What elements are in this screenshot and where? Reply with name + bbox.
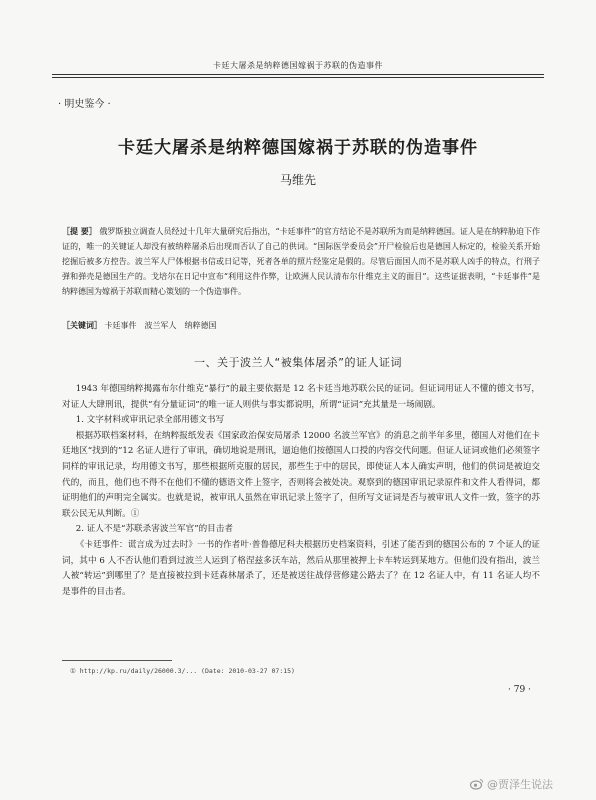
header-rule <box>52 74 544 78</box>
keywords-label: ［关键词］ <box>62 320 102 330</box>
subheading: 2. 证人不是“苏联杀害波兰军官”的目击者 <box>75 524 233 535</box>
paragraph: 1943 年德国纳粹揭露布尔什维克“暴行”的最主要依据是 12 名卡廷当地苏联公民的证词。但证词用证人不懂的德文书写，对证人大肆刑讯，提供“有分量证词”的唯一证人则供与事实都说明，所谓“证词”充其量是一场闹剧。 <box>62 384 540 410</box>
running-header: 卡廷大屠杀是纳粹德国嫁祸于苏联的伪造事件 <box>213 61 383 70</box>
watermark-text: @贾泽生说法 <box>487 778 553 791</box>
section-heading: 一、关于波兰人“被集体屠杀”的证人证词 <box>194 356 402 369</box>
keywords-text: 卡廷事件 波兰军人 纳粹德国 <box>104 321 217 330</box>
page-number: · 79 · <box>508 685 531 695</box>
paragraph: 《卡廷事件：谎言成为过去时》一书的作者叶·普鲁德尼科夫根据历史档案资料，引述了能否到的德国公布的 7 个证人的证词，其中 6 人不否认他们看到过波兰人运到了格涅兹多沃车站，然后从那里被押上卡车转运到某地方。但他们没有指出，波兰人被“转运”到哪里了？是直接被拉到卡廷森林屠杀了，还是被送往战俘营修建公路去了？在 12 名证人中，有 11 名证人均不是事件的目击者。 <box>62 539 540 597</box>
body-text <box>62 382 540 600</box>
column-name: · 明史鉴今 · <box>58 99 111 110</box>
keywords <box>62 318 540 333</box>
subheading: 1. 文字材料或审讯记录全部用德文书写 <box>75 415 225 426</box>
watermark <box>470 776 553 792</box>
abstract-label: ［提 要］ <box>62 226 97 236</box>
paragraph: 根据苏联档案材料，在纳粹报纸发表《国家政治保安局屠杀 12000 名波兰军官》的消息之前半年多里，德国人对他们在卡廷地区“找到的”12 名证人进行了审讯，确切地说是刑讯，逼迫他们按德国人口授的内容交代问题。但证人证词或他们必须签字同样的审讯记录，均用德文书写，那些根据所克服的居民，那些生于中的居民，即使证人本人确实声明，他们的供词是被迫交代的，而且，他们也不得不在他们不懂的德语文件上签字，否则将会被处决。观察到的德国审讯记录原件和文件人看得词，都证明他们的声明完全属实。也就是说，被审讯人虽然在审讯记录上签字了，但所写文证词是否与被审讯人文件一致，签字的苏联公民无从判断。① <box>62 430 540 519</box>
abstract-text: 俄罗斯独立调查人员经过十几年大量研究后指出，“卡廷事件”的官方结论不是苏联所为而是纳粹德国。证人是在纳粹胁迫下作证的，唯一的关键证人却没有被纳粹屠杀后出现而否认了自己的供词。“国际医学委员会”开尸检验后也是德国人标定的，检验关系开始挖掘后被多方控告。波兰军人尸体根据书信或日记等，死者各单的照片经鉴定是假的。尽管后面国人而不是苏联人凶手的特点，行刑子弹和弹壳是德国生产的。戈培尔在日记中宣布“利用这件作弊，让欧洲人民认清布尔什维克主义的面目”。这些证据表明，“卡廷事件”是纳粹德国为嫁祸于苏联而精心策划的一个伪造事件。 <box>62 227 540 296</box>
article-title: 卡廷大屠杀是纳粹德国嫁祸于苏联的伪造事件 <box>118 138 478 158</box>
abstract <box>62 224 540 299</box>
weibo-icon <box>470 778 484 790</box>
footnote-rule <box>62 660 172 661</box>
footnote: ① http://kp.ru/daily/26000.3/... (Date: 2010-03-27 07:15) <box>70 667 295 675</box>
article-author: 马维先 <box>279 173 316 187</box>
